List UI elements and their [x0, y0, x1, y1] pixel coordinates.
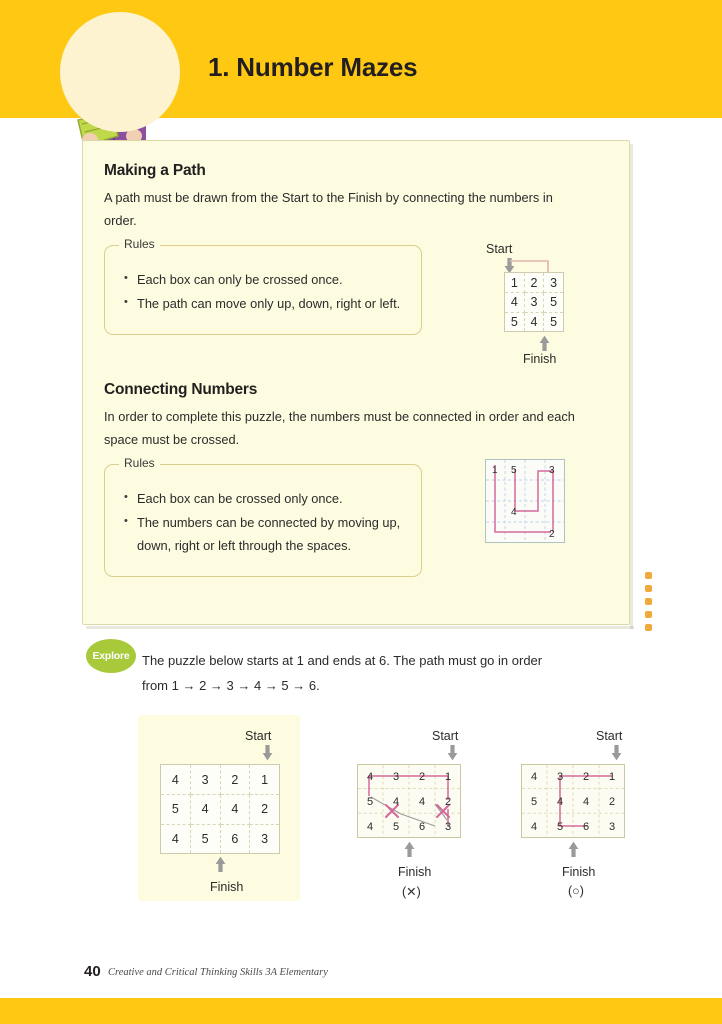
- mascot-illustration: [52, 8, 182, 148]
- rule-item: • The numbers can be connected by moving up, down, right or left through the spaces.: [123, 511, 411, 557]
- grid-cell[interactable]: 4: [161, 824, 191, 854]
- svg-text:2: 2: [418, 771, 426, 783]
- panel-shadow-right: [630, 144, 633, 629]
- svg-text:5: 5: [366, 796, 374, 808]
- grid-puzzle-wrong[interactable]: [357, 764, 461, 838]
- svg-text:3: 3: [608, 821, 616, 833]
- svg-text:2: 2: [582, 771, 590, 783]
- grid-cell[interactable]: 4: [190, 795, 220, 825]
- explore-badge: Explore: [86, 639, 136, 673]
- grid-row: [505, 312, 564, 332]
- grid-puzzle-right[interactable]: [521, 764, 625, 838]
- svg-text:3: 3: [556, 771, 564, 783]
- finish-arrow-up-icon-puzzle1: [215, 856, 226, 872]
- rules-list-2: [123, 487, 411, 558]
- footer-book-title: Creative and Critical Thinking Skills 3A Elementary: [108, 967, 328, 978]
- svg-text:2: 2: [608, 796, 616, 808]
- page-title: 1. Number Mazes: [208, 52, 418, 82]
- svg-text:3: 3: [549, 465, 555, 476]
- grid-row: [161, 824, 280, 854]
- svg-text:5: 5: [511, 465, 517, 476]
- grid-cell: 4: [524, 312, 544, 332]
- svg-text:5: 5: [392, 821, 400, 833]
- grid-cell[interactable]: 4: [161, 765, 191, 795]
- svg-text:4: 4: [582, 796, 590, 808]
- grid-cell: 2: [524, 273, 544, 293]
- grid-cell[interactable]: 4: [220, 795, 250, 825]
- section-body-connecting-numbers: In order to complete this puzzle, the numbers must be connected in order and each space must be crossed.: [104, 409, 575, 447]
- svg-text:4: 4: [530, 771, 538, 783]
- grid-cell: 5: [544, 312, 564, 332]
- grid-row: [161, 765, 280, 795]
- rule-item: • The path can move only up, down, right or left.: [123, 292, 411, 315]
- grid-cell: 1: [505, 273, 525, 293]
- finish-label-puzzle3: Finish: [562, 865, 596, 879]
- finish-label-example1: Finish: [523, 352, 557, 366]
- svg-text:4: 4: [530, 821, 538, 833]
- grid-cell[interactable]: 3: [190, 765, 220, 795]
- dot-icon: [645, 598, 652, 605]
- dot-icon: [645, 572, 652, 579]
- grid-cell[interactable]: 2: [220, 765, 250, 795]
- grid-row: [505, 293, 564, 313]
- dot-icon: [645, 611, 652, 618]
- start-label-puzzle2: Start: [432, 729, 459, 743]
- explore-line-2: from 1 → 2 → 3 → 4 → 5 → 6.: [142, 678, 320, 693]
- grid-cell: 5: [544, 293, 564, 313]
- svg-text:2: 2: [444, 796, 452, 808]
- left-yellow-spine: [0, 104, 10, 112]
- grid-cell[interactable]: 5: [190, 824, 220, 854]
- svg-text:5: 5: [556, 821, 564, 833]
- explore-line-1: The puzzle below starts at 1 and ends at 6. The path must go in order: [142, 653, 543, 668]
- svg-text:4: 4: [392, 796, 400, 808]
- footer-page-number: 40: [84, 963, 101, 980]
- dot-icon: [645, 585, 652, 592]
- right-mark-label: (○): [568, 884, 584, 898]
- finish-arrow-up-icon-example1: [539, 335, 550, 351]
- decorative-dot-column: [645, 572, 652, 631]
- svg-text:6: 6: [582, 821, 590, 833]
- puzzle-right-diagram: [521, 764, 625, 838]
- start-arrow-down-icon-puzzle3: [611, 745, 622, 761]
- grid-cell[interactable]: 6: [220, 824, 250, 854]
- start-label-puzzle3: Start: [596, 729, 623, 743]
- grid-cell[interactable]: 5: [161, 795, 191, 825]
- svg-text:3: 3: [444, 821, 452, 833]
- grid-cell: 3: [544, 273, 564, 293]
- rules-legend-2: Rules: [119, 456, 160, 470]
- grid-cell: 4: [505, 293, 525, 313]
- wrong-mark-label: (✕): [402, 885, 421, 899]
- finish-arrow-up-icon-puzzle3: [568, 841, 579, 857]
- puzzle-wrong-diagram: [357, 764, 461, 838]
- rules-box-connecting-numbers: [104, 456, 422, 577]
- grid-cell[interactable]: 3: [250, 824, 280, 854]
- svg-text:5: 5: [530, 796, 538, 808]
- grid-making-path-example: [504, 272, 564, 332]
- svg-text:4: 4: [418, 796, 426, 808]
- dot-icon: [645, 624, 652, 631]
- grid-row: [505, 273, 564, 293]
- grid-cell: 5: [505, 312, 525, 332]
- svg-text:4: 4: [556, 796, 564, 808]
- section-heading-connecting-numbers: Connecting Numbers: [104, 381, 258, 398]
- start-arrow-down-icon-puzzle2: [447, 745, 458, 761]
- grid-cell: 3: [524, 293, 544, 313]
- start-label-puzzle1: Start: [245, 729, 272, 743]
- grid-row: [161, 795, 280, 825]
- rule-item: • Each box can be crossed only once.: [123, 487, 411, 510]
- grid-puzzle-blank[interactable]: [160, 764, 280, 854]
- svg-text:1: 1: [608, 771, 616, 783]
- mascot-backdrop-circle: [60, 12, 180, 132]
- panel-shadow-bottom: [86, 626, 634, 629]
- grid-connecting-numbers-example: [485, 459, 565, 543]
- rules-list-1: [123, 268, 411, 316]
- svg-text:2: 2: [549, 529, 555, 540]
- svg-text:4: 4: [366, 771, 374, 783]
- finish-arrow-up-icon-puzzle2: [404, 841, 415, 857]
- grid-cell[interactable]: 1: [250, 765, 280, 795]
- bottom-yellow-bar: [0, 998, 722, 1024]
- section-heading-making-a-path: Making a Path: [104, 162, 206, 179]
- explore-instruction: [142, 648, 642, 698]
- rule-item: • Each box can only be crossed once.: [123, 268, 411, 291]
- svg-text:6: 6: [418, 821, 426, 833]
- svg-text:3: 3: [392, 771, 400, 783]
- connecting-numbers-diagram: [485, 459, 565, 543]
- svg-text:4: 4: [366, 821, 374, 833]
- section-body-making-a-path: A path must be drawn from the Start to the Finish by connecting the numbers in order.: [104, 190, 553, 228]
- rules-legend-1: Rules: [119, 237, 160, 251]
- finish-label-puzzle2: Finish: [398, 865, 432, 879]
- grid-cell[interactable]: 2: [250, 795, 280, 825]
- start-arrow-down-icon-puzzle1: [262, 745, 273, 761]
- svg-text:4: 4: [511, 507, 517, 518]
- svg-text:1: 1: [492, 465, 498, 476]
- svg-text:1: 1: [444, 771, 452, 783]
- rules-box-making-a-path: [104, 237, 422, 335]
- finish-label-puzzle1: Finish: [210, 880, 244, 894]
- start-label-example1: Start: [486, 242, 513, 256]
